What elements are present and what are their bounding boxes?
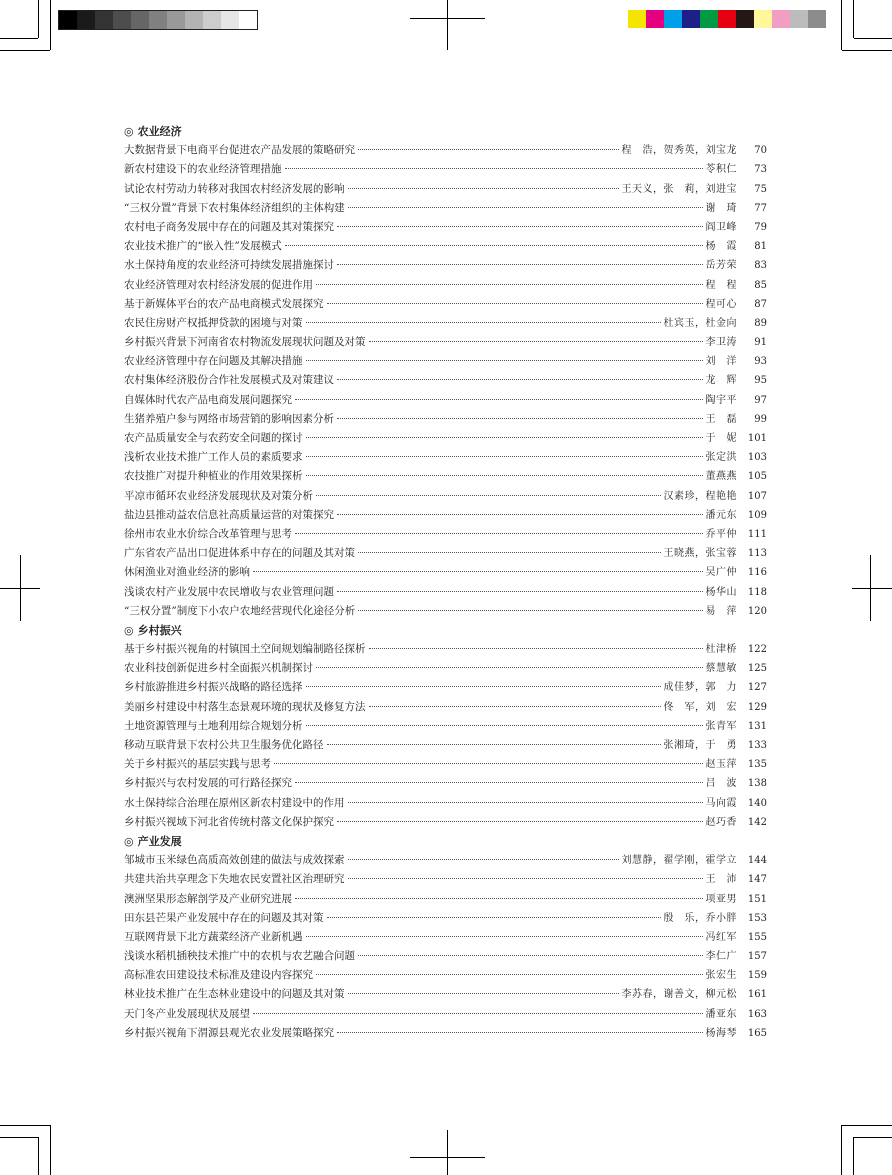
toc-entry[interactable]	[124, 890, 767, 909]
page-number: 157	[747, 951, 767, 963]
article-author: 王天义，张 莉，刘进宝	[621, 183, 737, 195]
dot-leader	[348, 859, 619, 860]
article-author: 成佳梦，郭 力	[663, 682, 737, 694]
article-title: 平凉市循环农业经济发展现状及对策分析	[124, 489, 313, 502]
page-number: 135	[747, 759, 767, 771]
dot-leader	[274, 763, 703, 764]
article-author: 杜宾玉，杜金向	[663, 317, 737, 329]
dot-leader	[358, 955, 703, 956]
section-title: 农业经济	[137, 125, 182, 138]
dot-leader	[316, 284, 703, 285]
article-title: 农业经济管理对农村经济发展的促进作用	[124, 278, 313, 291]
article-title: “三权分置”制度下小农户农地经营现代化途径分析	[124, 604, 356, 617]
article-title: 移动互联背景下农村公共卫生服务优化路径	[124, 739, 324, 751]
toc-entry[interactable]	[124, 141, 767, 160]
page-number: 107	[747, 490, 767, 502]
article-title: 水土保持综合治理在原州区新农村建设中的作用	[124, 796, 345, 809]
page-number: 125	[747, 663, 767, 675]
dot-leader	[348, 993, 619, 994]
toc-entry[interactable]	[124, 256, 767, 275]
dot-leader	[295, 533, 703, 534]
page-number: 99	[754, 413, 767, 425]
article-title: 休闲渔业对渔业经济的影响	[124, 566, 250, 579]
gray-swatch	[131, 11, 149, 29]
dot-leader	[348, 802, 703, 803]
article-title: 乡村振兴视域下河北省传统村落文化保护探究	[124, 815, 334, 828]
toc-entry[interactable]	[124, 602, 767, 621]
gray-swatch	[77, 11, 95, 29]
page-number: 155	[747, 931, 767, 943]
page-number: 95	[754, 375, 767, 387]
article-author: 董燕燕	[705, 471, 737, 483]
toc-entry[interactable]	[124, 947, 767, 966]
toc-entry[interactable]	[124, 295, 767, 314]
color-swatch	[646, 10, 664, 28]
page-number: 161	[747, 989, 767, 1001]
dot-leader	[337, 514, 703, 515]
page-number: 118	[747, 586, 767, 598]
article-author: 阎卫峰	[705, 221, 737, 233]
dot-leader	[348, 878, 703, 879]
toc-entry[interactable]	[124, 928, 767, 947]
gray-swatch	[95, 11, 113, 29]
article-title: 徐州市农业水价综合改革管理与思考	[124, 527, 292, 540]
page-number: 140	[747, 797, 767, 809]
article-title: 浅析农业技术推广工作人员的素质要求	[124, 451, 303, 464]
page-number: 131	[747, 720, 767, 732]
dot-leader	[369, 706, 661, 707]
page-number: 81	[754, 241, 767, 253]
toc-entry[interactable]	[124, 506, 767, 525]
toc-entry[interactable]	[124, 237, 767, 256]
article-author: 吕 波	[705, 778, 737, 790]
dot-leader	[295, 898, 703, 899]
article-title: 农村电子商务发展中存在的问题及其对策探究	[124, 220, 334, 233]
gray-swatch	[239, 11, 257, 29]
toc-entry[interactable]	[124, 640, 767, 659]
article-author: 张湘琦，于 勇	[663, 740, 737, 751]
toc-entry[interactable]	[124, 352, 767, 371]
toc-entry[interactable]	[124, 678, 767, 697]
toc-entry[interactable]	[124, 160, 767, 179]
article-author: 程可心	[705, 298, 737, 310]
section-bullet-icon: ◎	[124, 834, 134, 848]
dot-leader	[306, 456, 703, 457]
dot-leader	[358, 610, 702, 611]
color-swatch	[682, 10, 700, 28]
page-number: 127	[747, 682, 767, 694]
article-title: 基于新媒体平台的农产品电商模式发展探究	[124, 297, 324, 310]
gray-swatch	[149, 11, 167, 29]
article-title: 土地资源管理与土地利用综合规划分析	[124, 719, 303, 732]
dot-leader	[369, 341, 703, 342]
page-number: 129	[747, 701, 767, 713]
article-author: 蔡慧敏	[705, 663, 737, 675]
section-bullet-icon: ◎	[124, 125, 134, 138]
page-number: 133	[747, 740, 767, 751]
article-title: 高标准农田建设技术标准及建设内容探究	[124, 969, 313, 982]
dot-leader	[337, 264, 703, 265]
page-number: 89	[754, 317, 767, 329]
dot-leader	[316, 667, 703, 668]
page-number: 109	[747, 509, 767, 521]
article-author: 冯红军	[705, 931, 737, 943]
article-title: 农业经济管理中存在问题及其解决措施	[124, 355, 303, 368]
dot-leader	[295, 399, 703, 400]
dot-leader	[369, 648, 703, 649]
article-title: 美丽乡村建设中村落生态景观环境的现状及修复方法	[124, 700, 366, 713]
article-title: 新农村建设下的农业经济管理措施	[124, 163, 282, 176]
article-title: 农民住房财产权抵押贷款的困境与对策	[124, 316, 303, 329]
article-author: 易 萍	[705, 605, 737, 617]
article-author: 汉素珍，程艳艳	[663, 490, 737, 502]
toc-entry[interactable]	[124, 410, 767, 429]
article-author: 刘慧静，翟学刚，霍学立	[621, 855, 737, 867]
toc-entry[interactable]	[124, 736, 767, 755]
dot-leader	[348, 207, 703, 208]
toc-entry[interactable]	[124, 199, 767, 218]
article-title: 农业科技创新促进乡村全面振兴机制探讨	[124, 662, 313, 675]
dot-leader	[306, 936, 703, 937]
article-title: “三权分置”背景下农村集体经济组织的主体构建	[124, 201, 345, 214]
color-swatch	[808, 10, 826, 28]
toc-entry[interactable]	[124, 909, 767, 928]
toc-entry[interactable]	[124, 391, 767, 410]
article-author: 项亚男	[705, 893, 737, 905]
page-number: 105	[747, 471, 767, 483]
color-swatch	[664, 10, 682, 28]
page-number: 77	[754, 202, 767, 214]
color-swatch	[718, 10, 736, 28]
article-author: 苓积仁	[705, 164, 737, 176]
article-author: 吴广仲	[705, 567, 737, 579]
toc-entry[interactable]	[124, 1005, 767, 1024]
dot-leader	[285, 168, 703, 169]
dot-leader	[337, 821, 703, 822]
page-number: 103	[747, 452, 767, 464]
article-title: 关于乡村振兴的基层实践与思考	[124, 758, 271, 771]
page-number: 73	[754, 164, 767, 176]
article-author: 陶宇平	[705, 394, 737, 406]
toc-entry[interactable]	[124, 429, 767, 448]
dot-leader	[358, 552, 661, 553]
gray-swatch	[167, 11, 185, 29]
page-number: 79	[754, 221, 767, 233]
dot-leader	[337, 1032, 703, 1033]
toc-entry[interactable]	[124, 487, 767, 506]
article-author: 杨 霞	[705, 241, 737, 253]
dot-leader	[337, 418, 703, 419]
article-author: 王 沛	[705, 874, 737, 886]
color-swatch	[628, 10, 646, 28]
page-number: 122	[747, 644, 767, 656]
page-number: 113	[747, 548, 767, 560]
page-number: 97	[754, 394, 767, 406]
article-title: 广东省农产品出口促进体系中存在的问题及其对策	[124, 547, 355, 560]
dot-leader	[295, 782, 703, 783]
article-title: 乡村振兴背景下河南省农村物流发展现状问题及对策	[124, 336, 366, 349]
article-title: 农村集体经济股份合作社发展模式及对策建议	[124, 374, 334, 387]
article-author: 张宏生	[705, 970, 737, 982]
page-number: 87	[754, 298, 767, 310]
toc-entry[interactable]	[124, 563, 767, 582]
toc-entry[interactable]	[124, 448, 767, 467]
article-title: 生猪养殖户参与网络市场营销的影响因素分析	[124, 412, 334, 425]
article-author: 潘元东	[705, 509, 737, 521]
toc-entry[interactable]	[124, 218, 767, 237]
toc-entry[interactable]	[124, 794, 767, 813]
page-number: 111	[747, 528, 767, 540]
toc-entry[interactable]	[124, 966, 767, 985]
article-author: 程 程	[705, 279, 737, 291]
gray-swatch	[59, 11, 77, 29]
article-author: 程 浩，贺秀英，刘宝龙	[621, 145, 737, 157]
gray-swatch	[203, 11, 221, 29]
article-title: 田东县芒果产业发展中存在的问题及其对策	[124, 911, 324, 924]
article-author: 龙 辉	[705, 375, 737, 387]
article-author: 杨华山	[705, 586, 737, 598]
page-number: 91	[754, 337, 767, 349]
article-author: 李苏春，谢善文，柳元松	[621, 989, 737, 1001]
page-number: 120	[747, 605, 767, 617]
article-title: 林业技术推广在生态林业建设中的问题及其对策	[124, 988, 345, 1001]
dot-leader	[253, 571, 703, 572]
dot-leader	[358, 149, 619, 150]
article-title: 农业技术推广的“嵌入性”发展模式	[124, 240, 282, 253]
color-swatch	[790, 10, 808, 28]
gray-swatch	[113, 11, 131, 29]
dot-leader	[306, 686, 661, 687]
dot-leader	[316, 974, 703, 975]
article-title: 乡村振兴视角下渭源县观光农业发展策略探究	[124, 1026, 334, 1039]
toc-entry[interactable]	[124, 755, 767, 774]
article-author: 马向霞	[705, 797, 737, 809]
toc-entry[interactable]	[124, 371, 767, 390]
page-number: 85	[754, 279, 767, 291]
article-author: 王晓燕，张宝蓉	[663, 548, 737, 560]
article-author: 赵玉萍	[705, 759, 737, 771]
dot-leader	[306, 725, 703, 726]
dot-leader	[306, 322, 661, 323]
toc-entry[interactable]	[124, 583, 767, 602]
article-title: 盐边县推动益农信息社高质量运营的对策探究	[124, 508, 334, 521]
dot-leader	[337, 591, 703, 592]
article-title: 试论农村劳动力转移对我国农村经济发展的影响	[124, 182, 345, 195]
toc-entry[interactable]	[124, 276, 767, 295]
article-title: 乡村振兴与农村发展的可行路径探究	[124, 777, 292, 790]
article-title: 农产品质量安全与农药安全问题的探讨	[124, 432, 303, 444]
page-number: 138	[747, 778, 767, 790]
page-number: 163	[747, 1008, 767, 1020]
color-swatch	[736, 10, 754, 28]
toc-entry[interactable]	[124, 333, 767, 352]
color-swatch	[772, 10, 790, 28]
dot-leader	[285, 245, 703, 246]
toc-entry[interactable]	[124, 1024, 767, 1043]
article-author: 谢 琦	[705, 202, 737, 214]
page-number: 70	[754, 145, 767, 157]
toc-entry[interactable]	[124, 717, 767, 736]
dot-leader	[306, 360, 703, 361]
article-title: 乡村旅游推进乡村振兴战略的路径选择	[124, 681, 303, 694]
toc-entry[interactable]	[124, 851, 767, 870]
dot-leader	[327, 303, 703, 304]
article-author: 李卫涛	[705, 337, 737, 349]
article-title: 水土保持角度的农业经济可持续发展措施探讨	[124, 259, 334, 272]
page-number: 93	[754, 356, 767, 368]
section-heading	[124, 122, 767, 141]
article-title: 互联网背景下北方蔬菜经济产业新机遇	[124, 930, 303, 943]
toc-entry[interactable]	[124, 180, 767, 199]
page-number: 151	[747, 893, 767, 905]
page-number: 144	[747, 855, 767, 867]
page-number: 153	[747, 912, 767, 924]
table-of-contents	[124, 122, 767, 1043]
article-title: 基于乡村振兴视角的村镇国土空间规划编制路径探析	[124, 643, 366, 656]
gray-swatch	[221, 11, 239, 29]
article-title: 共建共治共享理念下失地农民安置社区治理研究	[124, 873, 345, 886]
article-author: 王 磊	[705, 413, 737, 425]
toc-entry[interactable]	[124, 659, 767, 678]
article-author: 于 妮	[705, 433, 737, 444]
dot-leader	[327, 744, 661, 745]
article-author: 岳芳荣	[705, 260, 737, 272]
toc-entry[interactable]	[124, 985, 767, 1004]
toc-entry[interactable]	[124, 813, 767, 832]
article-title: 邹城市玉米绿色高质高效创建的做法与成效探索	[124, 854, 345, 867]
article-author: 赵巧香	[705, 816, 737, 828]
dot-leader	[306, 475, 703, 476]
color-calibration-bar	[628, 10, 826, 28]
article-title: 浅谈农村产业发展中农民增收与农业管理问题	[124, 585, 334, 598]
section-title: 乡村振兴	[137, 623, 182, 637]
toc-entry[interactable]	[124, 774, 767, 793]
article-author: 乔平仲	[705, 528, 737, 540]
section-heading	[124, 621, 767, 640]
toc-entry[interactable]	[124, 544, 767, 563]
toc-entry[interactable]	[124, 698, 767, 717]
article-title: 自媒体时代农产品电商发展问题探究	[124, 393, 292, 406]
dot-leader	[327, 917, 661, 918]
article-author: 李仁广	[705, 951, 737, 963]
dot-leader	[306, 437, 703, 438]
article-title: 农技推广对提升种植业的作用效果探析	[124, 470, 303, 483]
article-author: 张青军	[705, 720, 737, 732]
page-number: 165	[747, 1027, 767, 1039]
article-author: 刘 洋	[705, 356, 737, 368]
article-title: 天门冬产业发展现状及展望	[124, 1007, 250, 1020]
article-author: 张定洪	[705, 452, 737, 464]
toc-entry[interactable]	[124, 314, 767, 333]
page-number: 116	[747, 567, 767, 579]
article-author: 潘亚东	[705, 1008, 737, 1020]
gray-swatch	[185, 11, 203, 29]
toc-entry[interactable]	[124, 525, 767, 544]
article-title: 大数据背景下电商平台促进农产品发展的策略研究	[124, 144, 355, 157]
page-number: 83	[754, 260, 767, 272]
dot-leader	[337, 379, 703, 380]
page-number: 142	[747, 816, 767, 828]
color-swatch	[700, 10, 718, 28]
color-swatch	[754, 10, 772, 28]
page-number: 101	[747, 433, 767, 444]
article-author: 佟 军，刘 宏	[663, 701, 737, 713]
page-number: 159	[747, 970, 767, 982]
dot-leader	[348, 188, 619, 189]
page-number: 147	[747, 874, 767, 886]
dot-leader	[316, 495, 661, 496]
article-author: 殷 乐，乔小胖	[663, 912, 737, 924]
section-heading	[124, 832, 767, 851]
toc-entry[interactable]	[124, 467, 767, 486]
dot-leader	[253, 1013, 703, 1014]
article-author: 杨海琴	[705, 1027, 737, 1039]
article-author: 杜津桥	[705, 644, 737, 656]
grayscale-calibration-bar	[58, 10, 258, 30]
section-title: 产业发展	[137, 834, 182, 848]
article-title: 浅谈水稻机插秧技术推广中的农机与农艺融合问题	[124, 950, 355, 963]
section-bullet-icon: ◎	[124, 623, 134, 637]
dot-leader	[337, 226, 703, 227]
page-number: 75	[754, 183, 767, 195]
toc-entry[interactable]	[124, 870, 767, 889]
article-title: 澳洲坚果形态解剖学及产业研究进展	[124, 892, 292, 905]
